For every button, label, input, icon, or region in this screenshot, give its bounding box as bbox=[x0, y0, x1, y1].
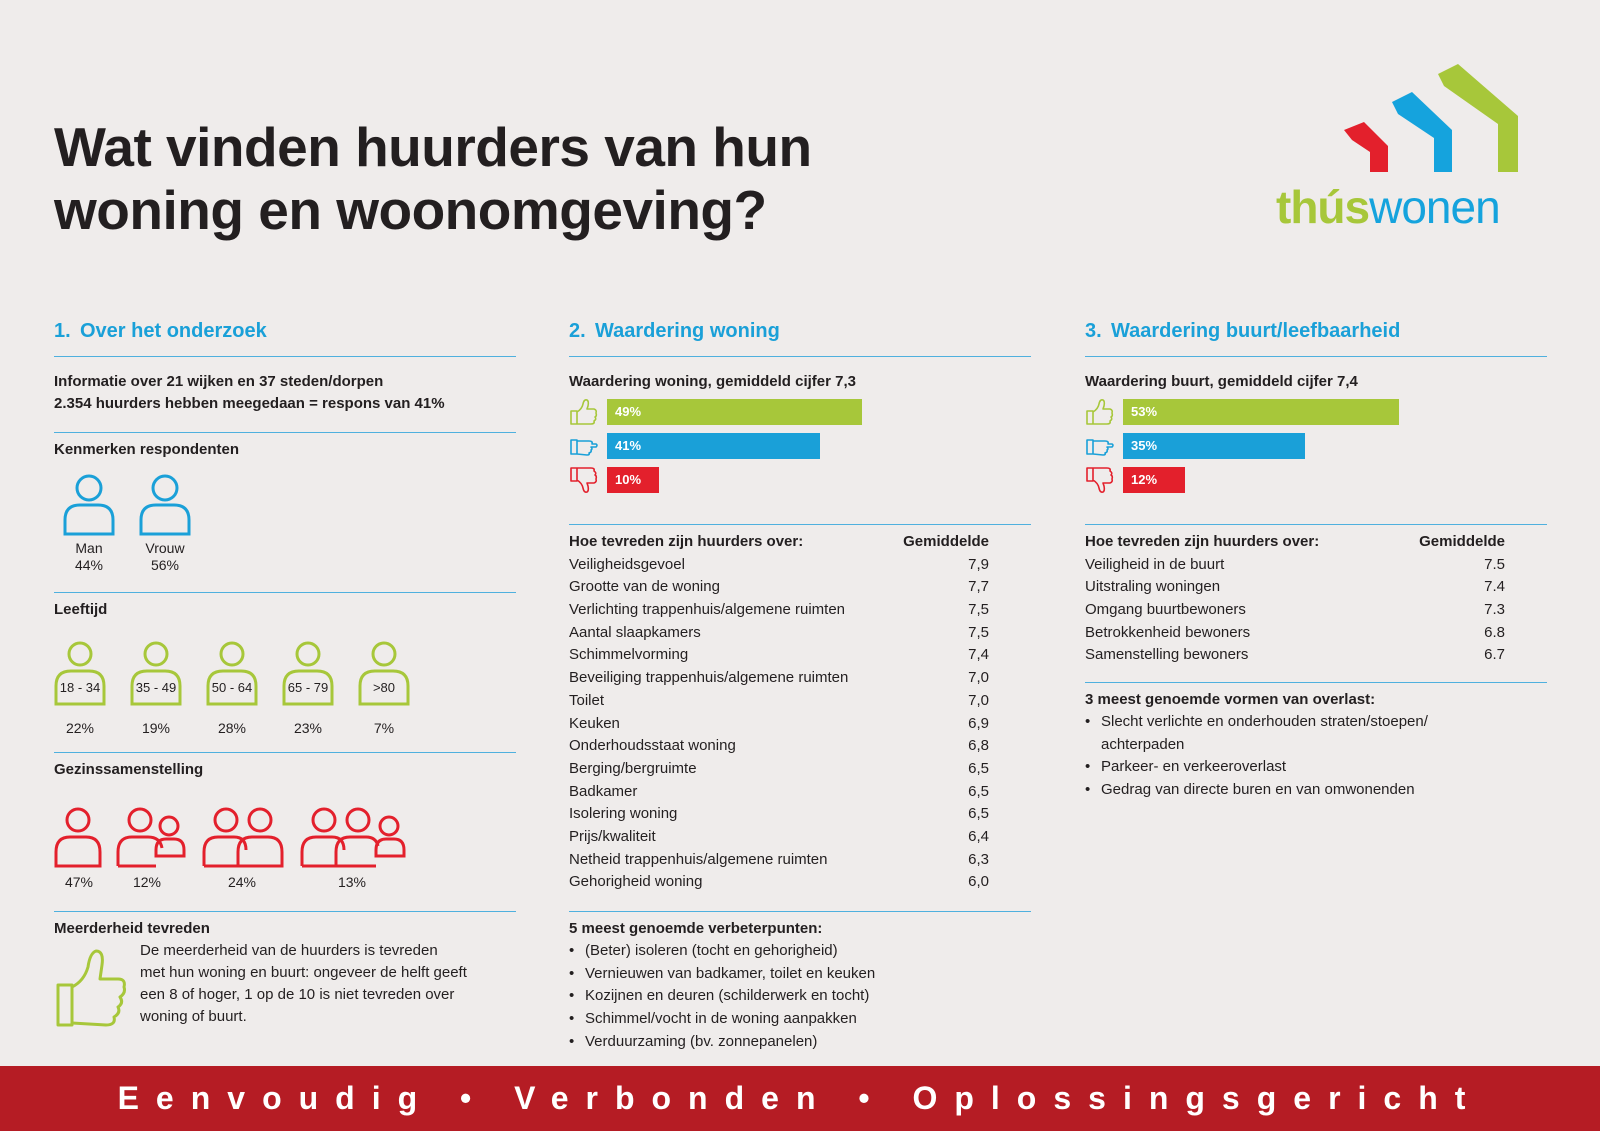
survey-info bbox=[54, 371, 516, 415]
table-row-value: 6,5 bbox=[968, 782, 989, 800]
table-row-value: 6,3 bbox=[968, 850, 989, 868]
table-row bbox=[569, 826, 989, 849]
section-2-title-text: Waardering woning bbox=[595, 320, 780, 342]
table-row-value: 6,5 bbox=[968, 759, 989, 777]
housing-satisfaction-table bbox=[569, 531, 989, 894]
section-2-title bbox=[569, 318, 1031, 356]
logo-part-wonen: wonen bbox=[1369, 181, 1500, 233]
gender-man-pct: 44% bbox=[74, 557, 104, 573]
age-pct: 22% bbox=[65, 720, 95, 736]
adult-with-child-icon bbox=[116, 806, 188, 868]
age-pct: 28% bbox=[217, 720, 247, 736]
list-item: • Vernieuwen van badkamer, toilet en keuken bbox=[569, 963, 1031, 986]
section-waardering-buurt bbox=[1085, 318, 1547, 799]
survey-info-line-1: Informatie over 21 wijken en 37 steden/dorpen bbox=[54, 373, 384, 390]
majority-text-line-2: met hun woning en buurt: ongeveer de helft geeft bbox=[140, 964, 467, 981]
rating-bar: 53% bbox=[1123, 399, 1399, 425]
table-row bbox=[569, 735, 989, 758]
couple-icon bbox=[202, 806, 286, 868]
section-3-title bbox=[1085, 318, 1547, 356]
table-row-label: Samenstelling bewoners bbox=[1085, 646, 1249, 664]
page-title bbox=[54, 116, 954, 242]
section-over-onderzoek bbox=[54, 318, 516, 1025]
section-3-title-text: Waardering buurt/leefbaarheid bbox=[1111, 320, 1401, 342]
table-row-label: Beveiliging trappenhuis/algemene ruimten bbox=[569, 669, 849, 687]
single-person-icon bbox=[54, 806, 104, 868]
table-row-value: 7,9 bbox=[968, 555, 989, 573]
table-row bbox=[1085, 576, 1505, 599]
section-1-title-text: Over het onderzoek bbox=[80, 320, 267, 342]
rating-bar: 41% bbox=[607, 433, 820, 459]
thumbs-sideways-icon bbox=[569, 432, 599, 460]
logo-wordmark bbox=[1276, 181, 1500, 233]
survey-info-line-2: 2.354 huurders hebben meegedaan = respons van 41% bbox=[54, 395, 445, 412]
majority-text-line-1: De meerderheid van de huurders is tevreden bbox=[140, 942, 438, 959]
table-row-value: 6,5 bbox=[968, 805, 989, 823]
nuisance-item-1b: achterpaden bbox=[1101, 735, 1185, 753]
table-row bbox=[569, 622, 989, 645]
household-pct-3: 24% bbox=[227, 874, 257, 890]
table-row bbox=[569, 644, 989, 667]
section-1-title bbox=[54, 318, 516, 356]
divider bbox=[54, 432, 516, 433]
table-row-label: Veiligheidsgevoel bbox=[569, 555, 685, 573]
majority-text-line-4: woning of buurt. bbox=[140, 1008, 247, 1025]
table-row-value: 7,7 bbox=[968, 578, 989, 596]
improvement-list bbox=[569, 940, 1031, 1054]
table-row-label: Verlichting trappenhuis/algemene ruimten bbox=[569, 601, 845, 619]
table-row bbox=[1085, 554, 1505, 577]
table-row-label: Grootte van de woning bbox=[569, 578, 720, 596]
table-row bbox=[569, 554, 989, 577]
age-group bbox=[358, 640, 410, 736]
thumbs-down-icon bbox=[1085, 466, 1115, 494]
gender-man bbox=[54, 540, 124, 574]
household-pct-1: 47% bbox=[64, 874, 94, 890]
table-header-label: Hoe tevreden zijn huurders over: bbox=[569, 533, 804, 550]
age-heading: Leeftijd bbox=[54, 601, 108, 618]
logo-part-thus: thús bbox=[1276, 181, 1370, 233]
table-row-value: 7.5 bbox=[1484, 555, 1505, 573]
age-label: 65 - 79 bbox=[287, 680, 329, 695]
list-item bbox=[1085, 711, 1547, 756]
thumbs-sideways-icon bbox=[1085, 432, 1115, 460]
divider bbox=[54, 356, 516, 357]
table-row-label: Badkamer bbox=[569, 782, 638, 800]
table-row bbox=[569, 849, 989, 872]
section-3-number: 3. bbox=[1085, 320, 1102, 342]
majority-text-line-3: een 8 of hoger, 1 op de 10 is niet tevreden over bbox=[140, 986, 455, 1003]
household-pct-2: 12% bbox=[132, 874, 162, 890]
table-row-label: Berging/bergruimte bbox=[569, 759, 697, 777]
footer-slogan: Eenvoudig • Verbonden • Oplossingsgericht bbox=[0, 1066, 1600, 1131]
table-row-value: 6,8 bbox=[968, 737, 989, 755]
rating-bar-row bbox=[569, 398, 1031, 426]
age-label: 35 - 49 bbox=[135, 680, 177, 695]
table-row bbox=[569, 713, 989, 736]
divider bbox=[54, 592, 516, 593]
rating-bar: 49% bbox=[607, 399, 862, 425]
divider bbox=[54, 752, 516, 753]
table-row bbox=[569, 758, 989, 781]
thumbs-up-icon bbox=[54, 945, 130, 1029]
age-label: 18 - 34 bbox=[59, 680, 101, 695]
section-waardering-woning bbox=[569, 318, 1031, 1050]
divider bbox=[569, 356, 1031, 357]
table-row-value: 7.4 bbox=[1484, 578, 1505, 596]
thumbs-up-icon bbox=[1085, 398, 1115, 426]
table-row-value: 6,0 bbox=[968, 873, 989, 891]
table-row-label: Toilet bbox=[569, 691, 605, 709]
age-pct: 23% bbox=[293, 720, 323, 736]
man-icon bbox=[62, 472, 116, 536]
person-icon bbox=[54, 640, 106, 706]
divider bbox=[1085, 524, 1547, 525]
majority-heading: Meerderheid tevreden bbox=[54, 920, 210, 937]
rating-bar: 35% bbox=[1123, 433, 1305, 459]
housing-rating-heading: Waardering woning, gemiddeld cijfer 7,3 bbox=[569, 373, 856, 390]
table-row bbox=[569, 576, 989, 599]
table-row-value: 6,9 bbox=[968, 714, 989, 732]
nuisance-list bbox=[1085, 711, 1547, 802]
table-row-label: Prijs/kwaliteit bbox=[569, 827, 656, 845]
list-item: • Verduurzaming (bv. zonnepanelen) bbox=[569, 1031, 1031, 1054]
table-row-label: Netheid trappenhuis/algemene ruimten bbox=[569, 850, 828, 868]
neighbourhood-satisfaction-table bbox=[1085, 531, 1505, 667]
woman-icon bbox=[138, 472, 192, 536]
table-row-value: 7,5 bbox=[968, 601, 989, 619]
title-line-2: woning en woonomgeving? bbox=[54, 179, 767, 241]
person-icon bbox=[130, 640, 182, 706]
improvement-heading: 5 meest genoemde verbeterpunten: bbox=[569, 920, 823, 937]
table-row-label: Veiligheid in de buurt bbox=[1085, 555, 1225, 573]
table-row bbox=[1085, 599, 1505, 622]
gender-woman-pct: 56% bbox=[150, 557, 180, 573]
age-label: 50 - 64 bbox=[211, 680, 253, 695]
person-icon bbox=[358, 640, 410, 706]
rating-bar: 12% bbox=[1123, 467, 1185, 493]
table-row-value: 6.8 bbox=[1484, 623, 1505, 641]
household-heading: Gezinssamenstelling bbox=[54, 761, 204, 778]
rating-bar-row bbox=[569, 466, 1031, 494]
section-1-number: 1. bbox=[54, 320, 71, 342]
table-row-label: Gehorigheid woning bbox=[569, 873, 703, 891]
age-group bbox=[282, 640, 334, 736]
list-item: • (Beter) isoleren (tocht en gehorigheid) bbox=[569, 940, 1031, 963]
table-row bbox=[1085, 622, 1505, 645]
respondents-heading: Kenmerken respondenten bbox=[54, 441, 240, 458]
table-row-value: 7,0 bbox=[968, 669, 989, 687]
rating-bar-row bbox=[1085, 432, 1547, 460]
table-row bbox=[569, 871, 989, 894]
table-row-value: 6,4 bbox=[968, 827, 989, 845]
table-row-value: 7,5 bbox=[968, 623, 989, 641]
divider bbox=[54, 911, 516, 912]
age-group bbox=[130, 640, 182, 736]
divider bbox=[1085, 356, 1547, 357]
household-pct-4: 13% bbox=[337, 874, 367, 890]
gender-man-label: Man bbox=[75, 540, 103, 556]
table-row-value: 7,0 bbox=[968, 691, 989, 709]
table-row-label: Isolering woning bbox=[569, 805, 678, 823]
table-row-label: Betrokkenheid bewoners bbox=[1085, 623, 1251, 641]
thumbs-down-icon bbox=[569, 466, 599, 494]
table-row bbox=[569, 667, 989, 690]
thumbs-up-icon bbox=[569, 398, 599, 426]
gender-woman bbox=[130, 540, 200, 574]
table-row-label: Uitstraling woningen bbox=[1085, 578, 1221, 596]
table-header-value: Gemiddelde bbox=[1419, 533, 1505, 550]
neighbourhood-rating-heading: Waardering buurt, gemiddeld cijfer 7,4 bbox=[1085, 373, 1358, 390]
table-row-value: 7,4 bbox=[968, 646, 989, 664]
table-row-label: Omgang buurtbewoners bbox=[1085, 601, 1246, 619]
family-icon bbox=[300, 806, 408, 868]
table-row bbox=[569, 599, 989, 622]
age-label: >80 bbox=[372, 680, 396, 695]
list-item: • Schimmel/vocht in de woning aanpakken bbox=[569, 1008, 1031, 1031]
table-header bbox=[569, 531, 989, 554]
table-row-value: 7.3 bbox=[1484, 601, 1505, 619]
list-item: • Parkeer- en verkeeroverlast bbox=[1085, 756, 1547, 779]
age-group bbox=[54, 640, 106, 736]
table-header bbox=[1085, 531, 1505, 554]
rating-bar-row bbox=[1085, 398, 1547, 426]
person-icon bbox=[206, 640, 258, 706]
nuisance-item-1a: Slecht verlichte en onderhouden straten/stoepen/ bbox=[1101, 713, 1428, 730]
table-row bbox=[569, 803, 989, 826]
list-item: • Gedrag van directe buren en van omwonenden bbox=[1085, 779, 1547, 802]
table-row bbox=[569, 781, 989, 804]
table-row-label: Schimmelvorming bbox=[569, 646, 689, 664]
divider bbox=[1085, 682, 1547, 683]
person-icon bbox=[282, 640, 334, 706]
gender-woman-label: Vrouw bbox=[145, 540, 185, 556]
rating-bar-row bbox=[569, 432, 1031, 460]
table-row-label: Keuken bbox=[569, 714, 620, 732]
list-item: • Kozijnen en deuren (schilderwerk en tocht) bbox=[569, 985, 1031, 1008]
table-header-label: Hoe tevreden zijn huurders over: bbox=[1085, 533, 1320, 550]
divider bbox=[569, 911, 1031, 912]
table-row-label: Aantal slaapkamers bbox=[569, 623, 701, 641]
nuisance-heading: 3 meest genoemde vormen van overlast: bbox=[1085, 691, 1376, 708]
divider bbox=[569, 524, 1031, 525]
age-group bbox=[206, 640, 258, 736]
rating-bar-row bbox=[1085, 466, 1547, 494]
rating-bar: 10% bbox=[607, 467, 659, 493]
table-row-value: 6.7 bbox=[1484, 646, 1505, 664]
table-header-value: Gemiddelde bbox=[903, 533, 989, 550]
majority-text bbox=[140, 940, 520, 1028]
table-row-label: Onderhoudsstaat woning bbox=[569, 737, 736, 755]
table-row bbox=[569, 690, 989, 713]
table-row bbox=[1085, 644, 1505, 667]
age-pct: 19% bbox=[141, 720, 171, 736]
age-pct: 7% bbox=[373, 720, 395, 736]
title-line-1: Wat vinden huurders van hun bbox=[54, 116, 812, 178]
section-2-number: 2. bbox=[569, 320, 586, 342]
